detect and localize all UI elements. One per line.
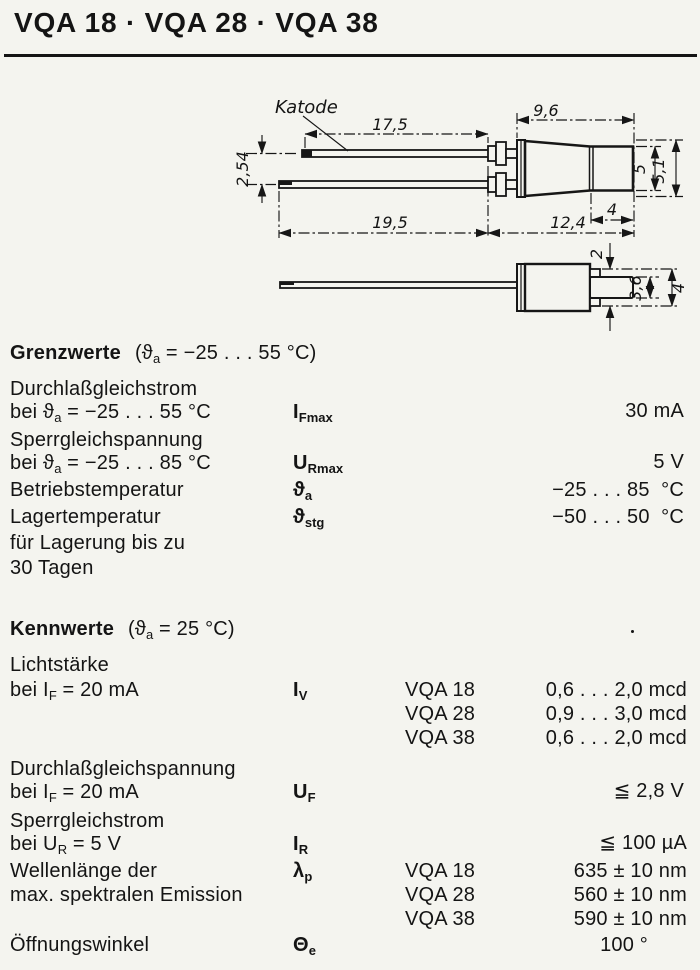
param-value: 100 ° bbox=[600, 934, 648, 956]
lead-side-tip bbox=[280, 282, 294, 285]
variant-type: VQA 38 bbox=[405, 908, 476, 930]
dim-slot-outer bbox=[669, 269, 688, 306]
param-value: −50 . . . 50 °C bbox=[552, 506, 684, 528]
variant-value: 560 ± 10 nm bbox=[573, 884, 687, 906]
param-name: Durchlaßgleichstrom bbox=[10, 378, 198, 400]
param-name: Durchlaßgleichspannung bbox=[10, 758, 236, 780]
variant-type: VQA 28 bbox=[405, 884, 476, 906]
param-name: Öffnungswinkel bbox=[10, 934, 150, 956]
param-symbol: $U_{Rmax}$ bbox=[293, 452, 344, 476]
package-drawing bbox=[0, 85, 700, 335]
param-symbol: $\Theta_e$ bbox=[293, 934, 316, 958]
variant-type: VQA 28 bbox=[405, 703, 476, 725]
tab-top bbox=[590, 269, 600, 277]
param-name-cont: 30 Tagen bbox=[10, 557, 94, 579]
svg-text:17,5: 17,5 bbox=[372, 115, 408, 134]
variant-value: 0,6 . . . 2,0 mcd bbox=[545, 679, 687, 701]
param-condition: bei $I_F = 20$ mA bbox=[10, 679, 139, 703]
param-name: Lagertemperatur bbox=[10, 506, 161, 528]
param-symbol: $ϑ_a$ bbox=[293, 479, 313, 503]
param-condition: bei $I_F = 20$ mA bbox=[10, 781, 139, 805]
dim-lead-pitch bbox=[233, 135, 299, 203]
slot-view bbox=[280, 243, 688, 331]
variant-type: VQA 18 bbox=[405, 860, 476, 882]
cathode-lead bbox=[302, 150, 490, 157]
grenzwerte-condition: ($ϑ_a = -25$ . . . 55 °C) bbox=[134, 342, 317, 366]
variant-type: VQA 38 bbox=[405, 727, 476, 749]
grenzwerte-heading-label: Grenzwerte bbox=[10, 342, 121, 364]
param-condition: bei $ϑ_a = -25$ . . . 55 °C bbox=[10, 401, 211, 425]
title-rule bbox=[4, 54, 697, 57]
svg-text:3,6: 3,6 bbox=[626, 275, 645, 301]
page-title: VQA 18 · VQA 28 · VQA 38 bbox=[14, 7, 379, 38]
kennwerte-condition: ($ϑ_a = 25$ °C) bbox=[128, 618, 235, 642]
dim-slot bbox=[626, 275, 659, 300]
side-view bbox=[233, 97, 683, 238]
cathode-lead-tip bbox=[302, 150, 312, 157]
param-condition: bei $U_R = 5$ V bbox=[10, 833, 122, 857]
anode-lead bbox=[279, 181, 490, 188]
svg-text:2,54: 2,54 bbox=[233, 151, 252, 187]
variant-value: 0,6 . . . 2,0 mcd bbox=[545, 727, 687, 749]
param-symbol: $\lambda_p$ bbox=[293, 860, 313, 884]
svg-text:2: 2 bbox=[587, 248, 606, 260]
param-name-cont: max. spektralen Emission bbox=[10, 884, 243, 906]
svg-text:4: 4 bbox=[669, 282, 688, 294]
param-symbol: $I_R$ bbox=[293, 833, 309, 857]
kennwerte-heading bbox=[10, 617, 235, 647]
variant-type: VQA 18 bbox=[405, 679, 476, 701]
svg-text:19,5: 19,5 bbox=[372, 213, 408, 232]
param-value: −25 . . . 85 °C bbox=[552, 479, 684, 501]
param-value: 30 mA bbox=[625, 400, 684, 422]
param-value: ≦ 2,8 V bbox=[613, 780, 684, 802]
body-2 bbox=[525, 264, 590, 311]
svg-text:4: 4 bbox=[606, 200, 618, 219]
scan-speck bbox=[631, 630, 634, 633]
variant-value: 635 ± 10 nm bbox=[573, 860, 687, 882]
param-condition: bei $ϑ_a = -25$ . . . 85 °C bbox=[10, 452, 211, 476]
variant-value: 0,9 . . . 3,0 mcd bbox=[545, 703, 687, 725]
kennwerte-heading-label: Kennwerte bbox=[10, 618, 115, 640]
param-symbol: $U_F$ bbox=[293, 781, 316, 805]
param-name-cont: für Lagerung bis zu bbox=[10, 532, 186, 554]
dim-lens-length bbox=[591, 193, 633, 225]
param-symbol: $I_{Fmax}$ bbox=[293, 401, 333, 425]
lead-crimps bbox=[488, 142, 518, 196]
param-symbol: $ϑ_{stg}$ bbox=[293, 506, 325, 530]
param-name: Wellenlänge der bbox=[10, 860, 158, 882]
param-symbol: $I_V$ bbox=[293, 679, 308, 703]
lead-side bbox=[280, 282, 517, 288]
grenzwerte-heading bbox=[10, 341, 317, 371]
dim-lead-top bbox=[305, 115, 488, 148]
param-name: Lichtstärke bbox=[10, 654, 109, 676]
svg-text:9,6: 9,6 bbox=[533, 101, 559, 120]
param-name: Sperrgleichspannung bbox=[10, 429, 203, 451]
param-name: Betriebstemperatur bbox=[10, 479, 184, 501]
param-value: 5 V bbox=[653, 451, 684, 473]
param-name: Sperrgleichstrom bbox=[10, 810, 165, 832]
variant-value: 590 ± 10 nm bbox=[573, 908, 687, 930]
katode-label: Katode bbox=[275, 97, 338, 118]
dim-lead-bottom bbox=[279, 166, 488, 238]
svg-text:5,1: 5,1 bbox=[649, 158, 668, 184]
svg-text:5: 5 bbox=[630, 163, 649, 175]
anode-lead-tip bbox=[279, 181, 292, 185]
svg-text:12,4: 12,4 bbox=[550, 213, 586, 232]
tab-bottom bbox=[590, 298, 600, 306]
param-value: ≦ 100 µA bbox=[599, 832, 687, 854]
led-body bbox=[525, 141, 633, 196]
